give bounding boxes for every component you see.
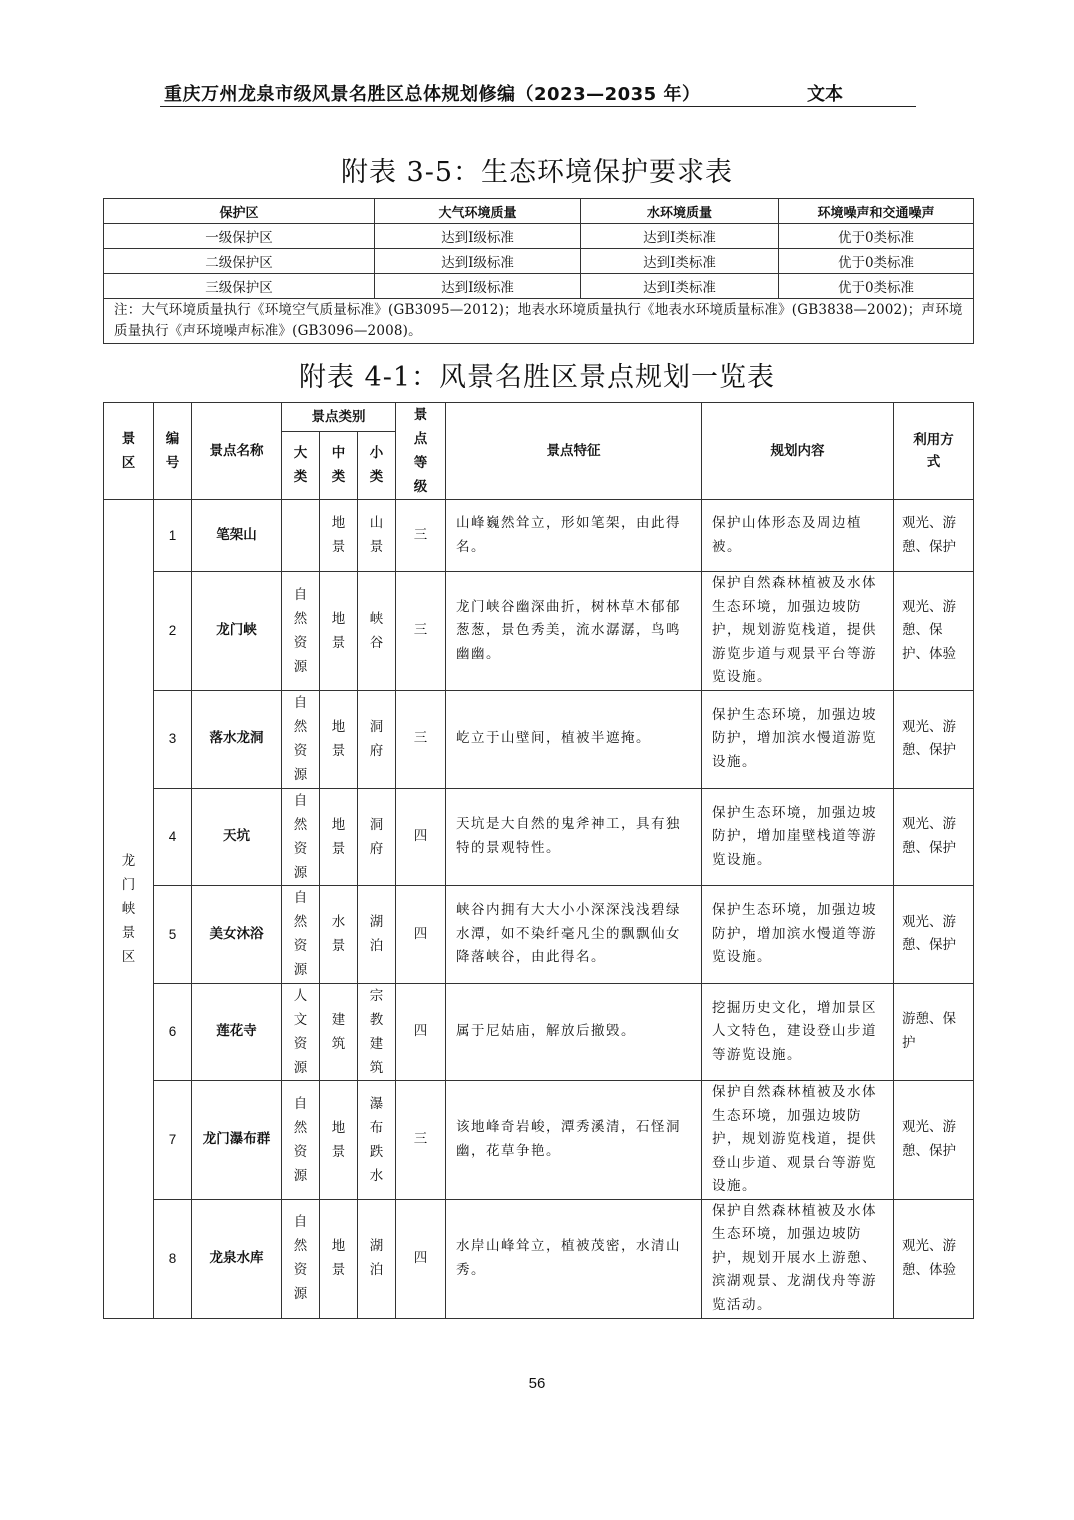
scenic-spot-planning-table bbox=[103, 402, 974, 1319]
spot-number: 1 bbox=[154, 500, 192, 572]
spot-use: 观光、游憩、保护 bbox=[894, 500, 974, 572]
spot-number: 6 bbox=[154, 983, 192, 1081]
table-header-row bbox=[104, 199, 974, 224]
spot-feature: 山峰巍然耸立，形如笔架，由此得名。 bbox=[446, 500, 702, 572]
spot-grade: 四 bbox=[396, 983, 446, 1081]
table-row bbox=[104, 1081, 974, 1200]
spot-plan: 保护生态环境，加强边坡防护，增加崖壁栈道等游览设施。 bbox=[702, 788, 894, 886]
document-title: 重庆万州龙泉市级风景名胜区总体规划修编（2023—2035 年） bbox=[164, 84, 701, 105]
spot-name: 龙泉水库 bbox=[192, 1199, 282, 1318]
spot-use: 观光、游憩、保护 bbox=[894, 690, 974, 788]
header-feature: 景点特征 bbox=[446, 403, 702, 500]
category-minor: 山景 bbox=[358, 500, 396, 572]
spot-plan: 保护生态环境，加强边坡防护，增加滨水慢道游览设施。 bbox=[702, 690, 894, 788]
table-row bbox=[104, 224, 974, 249]
table-row bbox=[104, 1199, 974, 1318]
header-spot-name: 景点名称 bbox=[192, 403, 282, 500]
spot-number: 5 bbox=[154, 886, 192, 984]
table-cell: 一级保护区 bbox=[104, 224, 375, 249]
header-area: 景区 bbox=[104, 403, 154, 500]
table-cell: 达到Ⅰ类标准 bbox=[581, 224, 779, 249]
spot-number: 7 bbox=[154, 1081, 192, 1200]
header-plan: 规划内容 bbox=[702, 403, 894, 500]
spot-grade: 三 bbox=[396, 690, 446, 788]
spot-grade: 三 bbox=[396, 1081, 446, 1200]
table-row bbox=[104, 690, 974, 788]
spot-name: 龙门瀑布群 bbox=[192, 1081, 282, 1200]
table-cell: 优于0类标准 bbox=[779, 249, 974, 274]
header-cell: 水环境质量 bbox=[581, 199, 779, 224]
category-minor: 峡谷 bbox=[358, 572, 396, 691]
table-cell: 优于0类标准 bbox=[779, 274, 974, 299]
spot-use: 观光、游憩、保护 bbox=[894, 886, 974, 984]
spot-use: 观光、游憩、保护 bbox=[894, 788, 974, 886]
category-mid: 地景 bbox=[320, 1199, 358, 1318]
spot-plan: 保护自然森林植被及水体生态环境，加强边坡防护，规划开展水上游憩、滨湖观景、龙湖伐舟等游览活动。 bbox=[702, 1199, 894, 1318]
category-minor: 瀑布跌水 bbox=[358, 1081, 396, 1200]
spot-number: 3 bbox=[154, 690, 192, 788]
category-major: 自然资源 bbox=[282, 788, 320, 886]
category-mid: 地景 bbox=[320, 788, 358, 886]
category-mid: 地景 bbox=[320, 690, 358, 788]
spot-number: 2 bbox=[154, 572, 192, 691]
category-major: 自然资源 bbox=[282, 886, 320, 984]
category-minor: 宗教建筑 bbox=[358, 983, 396, 1081]
table-cell: 达到Ⅰ级标准 bbox=[375, 224, 581, 249]
spot-feature: 属于尼姑庙，解放后撤毁。 bbox=[446, 983, 702, 1081]
spot-grade: 四 bbox=[396, 1199, 446, 1318]
table-4-1-title: 附表 4-1：风景名胜区景点规划一览表 bbox=[298, 362, 776, 393]
spot-use: 观光、游憩、保护 bbox=[894, 1081, 974, 1200]
table-row bbox=[104, 886, 974, 984]
spot-grade: 三 bbox=[396, 500, 446, 572]
spot-name: 龙门峡 bbox=[192, 572, 282, 691]
header-cell: 保护区 bbox=[104, 199, 375, 224]
category-mid: 地景 bbox=[320, 500, 358, 572]
spot-name: 莲花寺 bbox=[192, 983, 282, 1081]
spot-name: 美女沐浴 bbox=[192, 886, 282, 984]
table-cell: 达到Ⅰ级标准 bbox=[375, 249, 581, 274]
category-major: 自然资源 bbox=[282, 572, 320, 691]
table-cell: 达到Ⅰ级标准 bbox=[375, 274, 581, 299]
category-minor: 湖泊 bbox=[358, 1199, 396, 1318]
spot-plan: 保护山体形态及周边植被。 bbox=[702, 500, 894, 572]
spot-plan: 挖掘历史文化，增加景区人文特色，建设登山步道等游览设施。 bbox=[702, 983, 894, 1081]
table-3-5-title: 附表 3-5：生态环境保护要求表 bbox=[340, 157, 734, 188]
header-cell: 环境噪声和交通噪声 bbox=[779, 199, 974, 224]
spot-feature: 该地峰奇岩峻，潭秀溪清，石怪洞幽，花草争艳。 bbox=[446, 1081, 702, 1200]
header-cell: 大气环境质量 bbox=[375, 199, 581, 224]
table-cell: 二级保护区 bbox=[104, 249, 375, 274]
spot-use: 观光、游憩、体验 bbox=[894, 1199, 974, 1318]
header-use: 利用方式 bbox=[894, 403, 974, 500]
table-cell: 达到Ⅰ类标准 bbox=[581, 249, 779, 274]
spot-name: 天坑 bbox=[192, 788, 282, 886]
spot-use: 游憩、保护 bbox=[894, 983, 974, 1081]
category-major: 自然资源 bbox=[282, 1199, 320, 1318]
header-mid: 中类 bbox=[320, 431, 358, 499]
spot-plan: 保护自然森林植被及水体生态环境，加强边坡防护，规划游览栈道，提供游览步道与观景平台等游览设施。 bbox=[702, 572, 894, 691]
table-cell: 三级保护区 bbox=[104, 274, 375, 299]
spot-use: 观光、游憩、保护、体验 bbox=[894, 572, 974, 691]
spot-grade: 四 bbox=[396, 886, 446, 984]
spot-feature: 峡谷内拥有大大小小深深浅浅碧绿水潭，如不染纤毫凡尘的飘飘仙女降落峡谷，由此得名。 bbox=[446, 886, 702, 984]
header-category: 景点类别 bbox=[282, 403, 396, 432]
category-mid: 地景 bbox=[320, 572, 358, 691]
table-row bbox=[104, 788, 974, 886]
category-major: 自然资源 bbox=[282, 1081, 320, 1200]
header-grade: 景点等级 bbox=[396, 403, 446, 500]
category-major: 人文资源 bbox=[282, 983, 320, 1081]
category-mid: 地景 bbox=[320, 1081, 358, 1200]
protection-requirements-table bbox=[103, 198, 974, 344]
spot-number: 4 bbox=[154, 788, 192, 886]
spot-name: 笔架山 bbox=[192, 500, 282, 572]
spot-feature: 屹立于山壁间，植被半遮掩。 bbox=[446, 690, 702, 788]
page-header bbox=[160, 76, 916, 107]
category-major bbox=[282, 500, 320, 572]
table-cell: 优于0类标准 bbox=[779, 224, 974, 249]
category-minor: 洞府 bbox=[358, 788, 396, 886]
spot-grade: 四 bbox=[396, 788, 446, 886]
spot-feature: 天坑是大自然的鬼斧神工，具有独特的景观特性。 bbox=[446, 788, 702, 886]
table-note-row bbox=[104, 299, 974, 344]
table-cell: 达到Ⅰ类标准 bbox=[581, 274, 779, 299]
table-row bbox=[104, 983, 974, 1081]
category-minor: 湖泊 bbox=[358, 886, 396, 984]
spot-feature: 龙门峡谷幽深曲折，树林草木郁郁葱葱，景色秀美，流水潺潺，鸟鸣幽幽。 bbox=[446, 572, 702, 691]
header-number: 编号 bbox=[154, 403, 192, 500]
spot-feature: 水岸山峰耸立，植被茂密，水清山秀。 bbox=[446, 1199, 702, 1318]
category-major: 自然资源 bbox=[282, 690, 320, 788]
header-minor: 小类 bbox=[358, 431, 396, 499]
area-name: 龙门峡景区 bbox=[104, 500, 154, 1319]
table-row bbox=[104, 274, 974, 299]
table-header-row bbox=[104, 403, 974, 432]
header-major: 大类 bbox=[282, 431, 320, 499]
table-note: 注：大气环境质量执行《环境空气质量标准》(GB3095—2012)；地表水环境质量执行《地表水环境质量标准》(GB3838—2002)；声环境质量执行《声环境噪声标准》(GB3096—2008)。 bbox=[104, 299, 974, 344]
spot-plan: 保护自然森林植被及水体生态环境，加强边坡防护，规划游览栈道，提供登山步道、观景台等游览设施。 bbox=[702, 1081, 894, 1200]
spot-grade: 三 bbox=[396, 572, 446, 691]
category-mid: 建筑 bbox=[320, 983, 358, 1081]
spot-number: 8 bbox=[154, 1199, 192, 1318]
document-type: 文本 bbox=[807, 84, 843, 105]
spot-name: 落水龙洞 bbox=[192, 690, 282, 788]
category-minor: 洞府 bbox=[358, 690, 396, 788]
table-row bbox=[104, 572, 974, 691]
table-row bbox=[104, 500, 974, 572]
category-mid: 水景 bbox=[320, 886, 358, 984]
table-row bbox=[104, 249, 974, 274]
spot-plan: 保护生态环境，加强边坡防护，增加滨水慢道等游览设施。 bbox=[702, 886, 894, 984]
page-number: 56 bbox=[528, 1375, 546, 1392]
